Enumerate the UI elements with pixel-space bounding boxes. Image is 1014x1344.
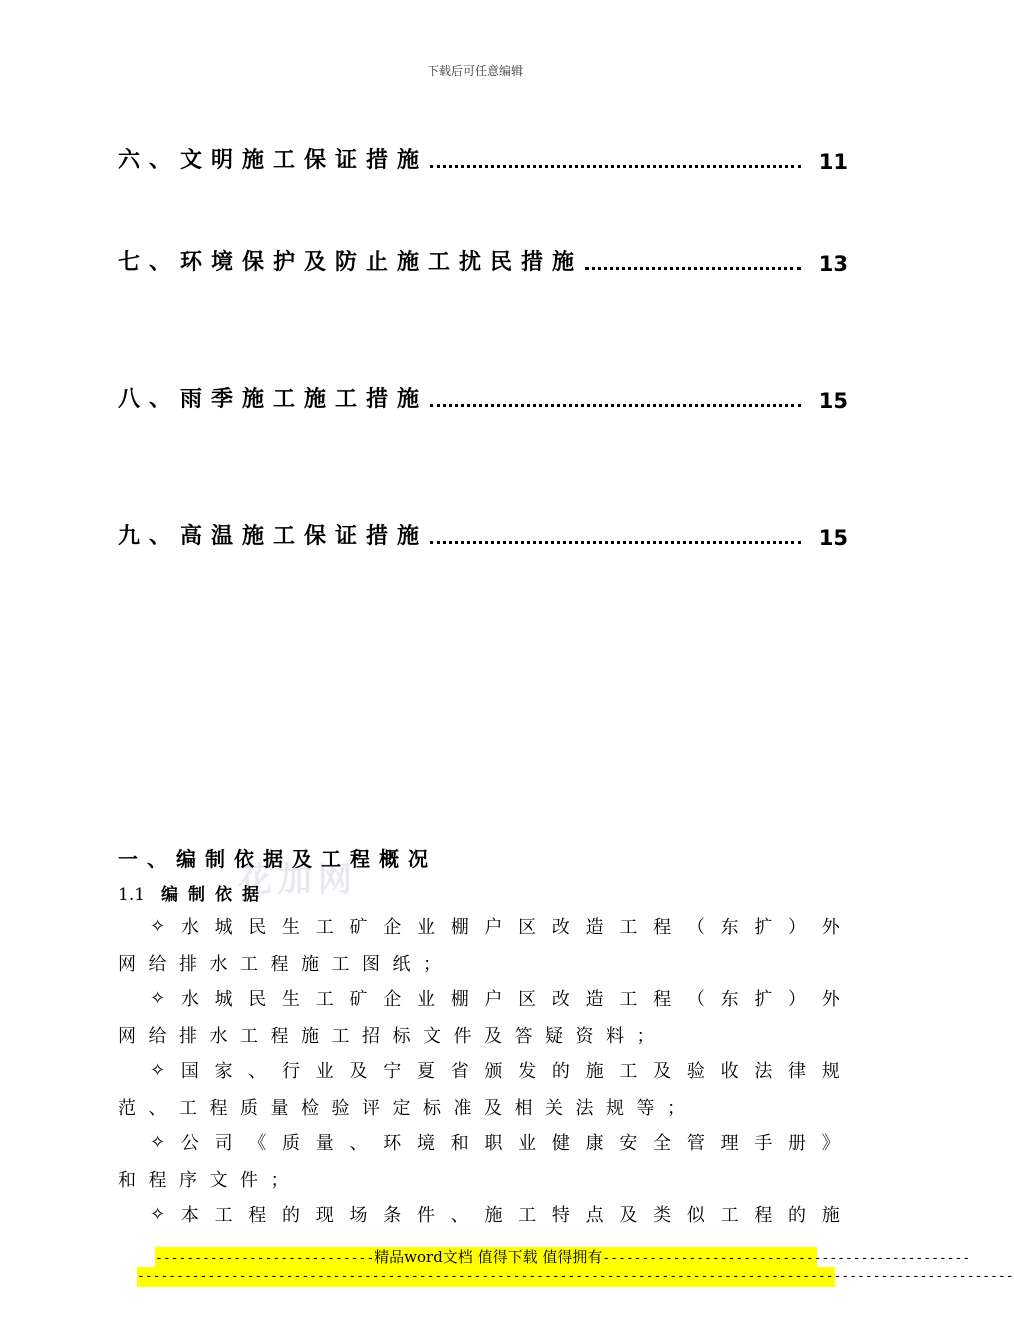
bullet-char: 范 [118,1098,136,1119]
toc-dot-leader [430,165,801,168]
bullet-char: 及 [349,1061,368,1082]
bullet-char: 料 [606,1026,624,1047]
bullet-char: 造 [585,917,604,938]
bullet-char: 改 [551,989,570,1010]
subsection-title: 编制依据 [161,885,270,905]
bullet-char: 招 [362,1026,380,1047]
bullet-char: 程 [754,1205,773,1226]
bullet-char: （ [686,917,705,938]
bullet-char: 网 [118,954,136,975]
bullet-char: 水 [209,1026,228,1047]
bullet-char: 外 [821,989,840,1010]
bullet-char: 业 [518,1133,537,1154]
toc-dot-leader [430,541,801,544]
bullet-char: 及 [653,1061,672,1082]
section-heading: 一、编制依据及工程概况 [118,847,437,871]
bullet-char: 质 [282,1133,301,1154]
bullet-char: 工 [331,954,350,975]
bullet-char: 东 [720,989,739,1010]
bullet-char: 类 [653,1205,672,1226]
bullet-char: 的 [788,1205,807,1226]
bullet-char: 扩 [754,917,773,938]
bullet-char: 工 [179,1098,197,1119]
bullet-char: ； [667,1098,685,1119]
bullet-char: 给 [148,1026,167,1047]
bullet-char: 程 [248,1205,267,1226]
bullet-char: 矿 [349,917,368,938]
bullet-char: 施 [301,954,319,975]
bullet-item-continuation [118,1020,840,1050]
bullet-char: 本 [180,1205,199,1226]
toc-entry-page: 11 [818,150,848,174]
bullet-item-line [150,1055,840,1085]
bullet-char: 疑 [545,1026,563,1047]
bullet-char: 棚 [450,917,469,938]
bullet-char: 工 [518,1205,537,1226]
bullet-char: 条 [383,1205,402,1226]
bullet-char: 工 [214,1205,233,1226]
bullet-char: 程 [209,1098,228,1119]
bullet-char: 场 [349,1205,368,1226]
bullet-char: 程 [270,954,289,975]
toc-dot-leader [585,267,801,270]
bullet-char: 、 [349,1133,368,1154]
bullet-char: 序 [179,1170,197,1191]
bullet-char: 夏 [416,1061,435,1082]
bullet-char: 及 [484,1098,502,1119]
bullet-char: 》 [821,1133,840,1154]
bullet-char: 给 [148,954,167,975]
bullet-char: 及 [484,1026,502,1047]
bullet-char: 职 [484,1133,503,1154]
bullet-char: 点 [585,1205,604,1226]
bullet-char: 文 [423,1026,441,1047]
bullet-char: 工 [240,1026,258,1047]
bullet-char: 境 [416,1133,435,1154]
toc-entry-title: 六、文明施工保证措施 [118,148,429,173]
bullet-char: 城 [214,989,233,1010]
bullet-char: 水 [180,989,199,1010]
bullet-char: 棚 [450,989,469,1010]
bullet-char: 程 [270,1026,289,1047]
bullet-char: （ [686,989,705,1010]
toc-entry[interactable] [118,379,848,413]
bullet-char: 行 [282,1061,301,1082]
bullet-char: 工 [619,989,638,1010]
footer-left-dashes: ---------------------------- [155,1251,375,1266]
bullet-char: ✧ [150,915,166,937]
bullet-char: 件 [240,1170,258,1191]
bullet-char: 省 [450,1061,469,1082]
bullet-char: 工 [240,954,258,975]
bullet-char: 管 [686,1133,705,1154]
bullet-char: 、 [148,1098,167,1119]
bullet-char: 区 [518,917,537,938]
bullet-char: 生 [282,917,301,938]
bullet-char: 改 [551,917,570,938]
bullet-char: 全 [653,1133,672,1154]
footer-banner [155,1247,971,1269]
bullet-char: 程 [653,917,672,938]
bullet-char: 颁 [484,1061,503,1082]
bullet-char: 评 [362,1098,380,1119]
bullet-char: 量 [315,1133,334,1154]
bullet-char: 网 [118,1026,136,1047]
bullet-char: 康 [585,1133,604,1154]
bullet-char: 水 [209,954,228,975]
bullet-char: 法 [754,1061,773,1082]
bullet-char: 施 [484,1205,503,1226]
bullet-char: 、 [450,1205,469,1226]
bullet-char: 民 [248,917,267,938]
bullet-char: 程 [653,989,672,1010]
bullet-char: 、 [248,1061,267,1082]
bullet-char: 相 [514,1098,533,1119]
bullet-char: 业 [416,917,435,938]
bullet-char: 标 [392,1026,411,1047]
bullet-char: 东 [720,917,739,938]
bullet-item-line [150,911,840,941]
bullet-char: 验 [686,1061,705,1082]
bullet-item-line [150,1127,840,1157]
bullet-char: 和 [450,1133,469,1154]
bullet-char: 件 [453,1026,472,1047]
bullet-char: 的 [551,1061,570,1082]
bullet-char: 定 [392,1098,411,1119]
bullet-char: 户 [484,917,503,938]
bullet-item-continuation [118,1164,840,1194]
bullet-char: ； [423,954,441,975]
bullet-char: 工 [720,1205,739,1226]
toc-entry-title: 七、环境保护及防止施工扰民措施 [118,250,584,275]
bullet-char: 宁 [383,1061,402,1082]
footer-message: 精品word文档 值得下载 值得拥有 [374,1248,603,1266]
bullet-char: ； [270,1170,289,1191]
bullet-char: 区 [518,989,537,1010]
footer-banner-dashes: ---------------------------------------------------------------------------------------------------------------- [137,1267,835,1287]
bullet-char: 工 [315,917,334,938]
bullet-char: 法 [575,1098,594,1119]
bullet-char: 水 [180,917,199,938]
bullet-char: 特 [551,1205,570,1226]
bullet-char: 收 [720,1061,739,1082]
bullet-char: 排 [179,954,197,975]
toc-entry-title: 八、雨季施工施工措施 [118,387,429,412]
subsection-heading [118,880,269,905]
toc-entry[interactable] [118,516,848,550]
bullet-char: 《 [248,1133,267,1154]
bullet-char: 城 [214,917,233,938]
bullet-char: 家 [214,1061,233,1082]
toc-entry-title: 九、高温施工保证措施 [118,524,429,549]
bullet-item-line [150,1199,840,1229]
bullet-char: 施 [821,1205,840,1226]
bullet-char: 排 [179,1026,197,1047]
bullet-char: 施 [301,1026,319,1047]
bullet-char: 施 [585,1061,604,1082]
bullet-char: 矿 [349,989,368,1010]
bullet-char: 安 [619,1133,638,1154]
bullet-char: 的 [282,1205,301,1226]
toc-entry-page: 15 [818,526,848,550]
bullet-char: ✧ [150,1131,166,1153]
bullet-char: 资 [575,1026,594,1047]
bullet-char: 业 [416,989,435,1010]
bullet-char: 造 [585,989,604,1010]
bullet-char: 现 [315,1205,334,1226]
bullet-char: 准 [453,1098,472,1119]
toc-entry[interactable] [118,242,848,276]
bullet-char: 量 [270,1098,289,1119]
bullet-char: ✧ [150,987,166,1009]
bullet-char: ） [788,989,807,1010]
bullet-char: 业 [315,1061,334,1082]
bullet-char: 规 [821,1061,840,1082]
bullet-char: 似 [686,1205,705,1226]
footer-right-dashes: ----------------------------------------------- [602,1251,971,1266]
bullet-char: 民 [248,989,267,1010]
bullet-char: 程 [148,1170,167,1191]
bullet-char: 工 [619,1061,638,1082]
bullet-char: 答 [514,1026,533,1047]
bullet-char: 工 [619,917,638,938]
bullet-char: 纸 [392,954,411,975]
bullet-char: 环 [383,1133,402,1154]
bullet-char: 规 [606,1098,624,1119]
bullet-char: 户 [484,989,503,1010]
toc-dot-leader [430,404,801,407]
bullet-char: 检 [301,1098,319,1119]
bullet-char: 健 [551,1133,570,1154]
bullet-char: 理 [720,1133,739,1154]
bullet-char: 生 [282,989,301,1010]
bullet-char: 图 [362,954,380,975]
bullet-char: 文 [209,1170,228,1191]
toc-entry-page: 13 [818,252,848,276]
bullet-char: 律 [788,1061,807,1082]
bullet-item-continuation [118,1092,840,1122]
bullet-char: 外 [821,917,840,938]
toc-entry-page: 15 [818,389,848,413]
bullet-char: 件 [416,1205,435,1226]
bullet-char: 册 [788,1133,807,1154]
toc-entry[interactable] [118,140,848,174]
bullet-char: ； [636,1026,655,1047]
bullet-char: 企 [383,989,402,1010]
bullet-char: 标 [423,1098,441,1119]
bullet-char: 司 [214,1133,233,1154]
bullet-char: 企 [383,917,402,938]
bullet-char: 工 [315,989,334,1010]
bullet-char: 工 [331,1026,350,1047]
bullet-char: 发 [518,1061,537,1082]
header-note: 下载后可任意编辑 [426,64,523,78]
bullet-char: 和 [118,1170,136,1191]
bullet-char: 扩 [754,989,773,1010]
watermark-text: 花加网 [238,860,358,900]
bullet-char: 国 [180,1061,199,1082]
bullet-char: 等 [636,1098,655,1119]
bullet-item-line [150,983,840,1013]
bullet-char: 手 [754,1133,773,1154]
bullet-char: ✧ [150,1059,166,1081]
bullet-char: 关 [545,1098,563,1119]
bullet-char: ） [788,917,807,938]
bullet-char: 验 [331,1098,350,1119]
bullet-char: 公 [180,1133,199,1154]
bullet-char: 及 [619,1205,638,1226]
bullet-item-continuation [118,948,840,978]
subsection-number: 1.1 [118,885,146,905]
bullet-char: ✧ [150,1203,166,1225]
bullet-char: 质 [240,1098,258,1119]
